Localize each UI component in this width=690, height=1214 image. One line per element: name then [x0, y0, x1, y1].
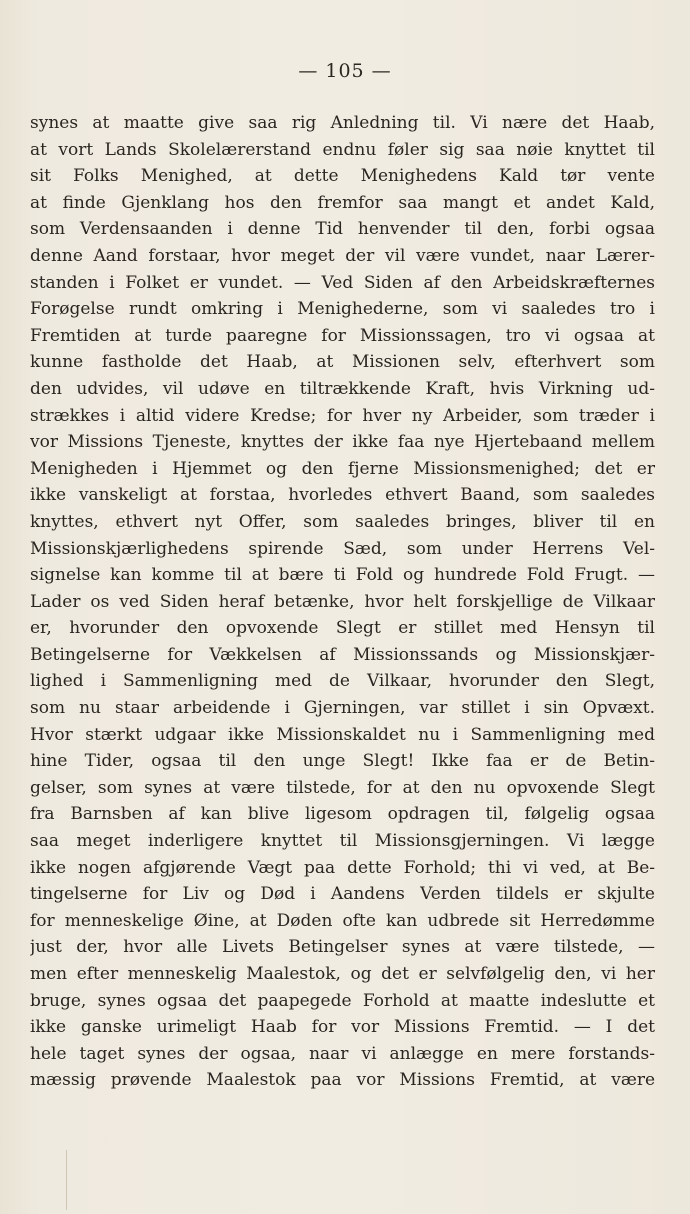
text-line: fra Barnsben af kan blive ligesom opdragen til, følgelig ogsaa: [30, 804, 655, 825]
text-line: som nu staar arbeidende i Gjerningen, var stillet i sin Opvæxt.: [30, 698, 655, 719]
text-line: mæssig prøvende Maalestok paa vor Missions Fremtid, at være: [30, 1070, 655, 1091]
text-line: hine Tider, ogsaa til den unge Slegt! Ikke faa er de Betin-: [30, 751, 655, 772]
text-line: er, hvorunder den opvoxende Slegt er stillet med Hensyn til: [30, 618, 655, 639]
text-line: strækkes i altid videre Kredse; for hver ny Arbeider, som træder i: [30, 405, 655, 426]
text-line: sit Folks Menighed, at dette Menighedens Kald tør vente: [30, 166, 655, 187]
text-line: at finde Gjenklang hos den fremfor saa mangt et andet Kald,: [30, 192, 655, 213]
text-line: hele taget synes der ogsaa, naar vi anlægge en mere forstands-: [30, 1043, 655, 1064]
text-line: ikke ganske urimeligt Haab for vor Missions Fremtid. — I det: [30, 1017, 655, 1038]
text-line: Missionskjærlighedens spirende Sæd, som under Herrens Vel-: [30, 538, 655, 559]
text-line: tingelserne for Liv og Død i Aandens Verden tildels er skjulte: [30, 884, 655, 905]
text-line: signelse kan komme til at bære ti Fold og hundrede Fold Frugt. —: [30, 565, 655, 586]
paper-edge-mark: [66, 1150, 67, 1210]
text-line: synes at maatte give saa rig Anledning til. Vi nære det Haab,: [30, 113, 655, 133]
text-line: Hvor stærkt udgaar ikke Missionskaldet nu i Sammenligning med: [30, 724, 655, 745]
text-line: lighed i Sammenligning med de Vilkaar, hvorunder den Slegt,: [30, 671, 655, 692]
text-line: for menneskelige Øine, at Døden ofte kan udbrede sit Herredømme: [30, 910, 655, 931]
text-line: Forøgelse rundt omkring i Menighederne, som vi saaledes tro i: [30, 299, 655, 320]
text-line: Betingelserne for Vækkelsen af Missionssands og Missionskjær-: [30, 644, 655, 665]
text-line: Lader os ved Siden heraf betænke, hvor helt forskjellige de Vilkaar: [30, 591, 655, 612]
body-text: [30, 110, 655, 1094]
text-line: ikke nogen afgjørende Vægt paa dette Forhold; thi vi ved, at Be-: [30, 857, 655, 878]
text-line: den udvides, vil udøve en tiltrækkende Kraft, hvis Virkning ud-: [30, 378, 655, 399]
text-line: just der, hvor alle Livets Betingelser synes at være tilstede, —: [30, 937, 655, 958]
text-line: standen i Folket er vundet. — Ved Siden af den Arbeidskræfternes: [30, 272, 655, 293]
text-line: vor Missions Tjeneste, knyttes der ikke faa nye Hjertebaand mellem: [30, 432, 655, 453]
text-line: Menigheden i Hjemmet og den fjerne Missionsmenighed; det er: [30, 458, 655, 479]
text-line: gelser, som synes at være tilstede, for at den nu opvoxende Slegt: [30, 777, 655, 798]
text-line: at vort Lands Skolelærerstand endnu føler sig saa nøie knyttet til: [30, 139, 655, 160]
text-line: som Verdensaanden i denne Tid henvender til den, forbi ogsaa: [30, 219, 655, 240]
text-line: Fremtiden at turde paaregne for Missionssagen, tro vi ogsaa at: [30, 325, 655, 346]
text-line: knyttes, ethvert nyt Offer, som saaledes bringes, bliver til en: [30, 511, 655, 532]
text-line: saa meget inderligere knyttet til Missionsgjerningen. Vi lægge: [30, 831, 655, 852]
text-line: men efter menneskelig Maalestok, og det er selvfølgelig den, vi her: [30, 964, 655, 984]
text-line: bruge, synes ogsaa det paapegede Forhold at maatte indeslutte et: [30, 990, 655, 1011]
text-line: ikke vanskeligt at forstaa, hvorledes ethvert Baand, som saaledes: [30, 485, 655, 506]
text-line: kunne fastholde det Haab, at Missionen selv, efterhvert som: [30, 352, 655, 373]
text-line: denne Aand forstaar, hvor meget der vil være vundet, naar Lærer-: [30, 245, 655, 266]
page-number: — 105 —: [298, 60, 392, 82]
